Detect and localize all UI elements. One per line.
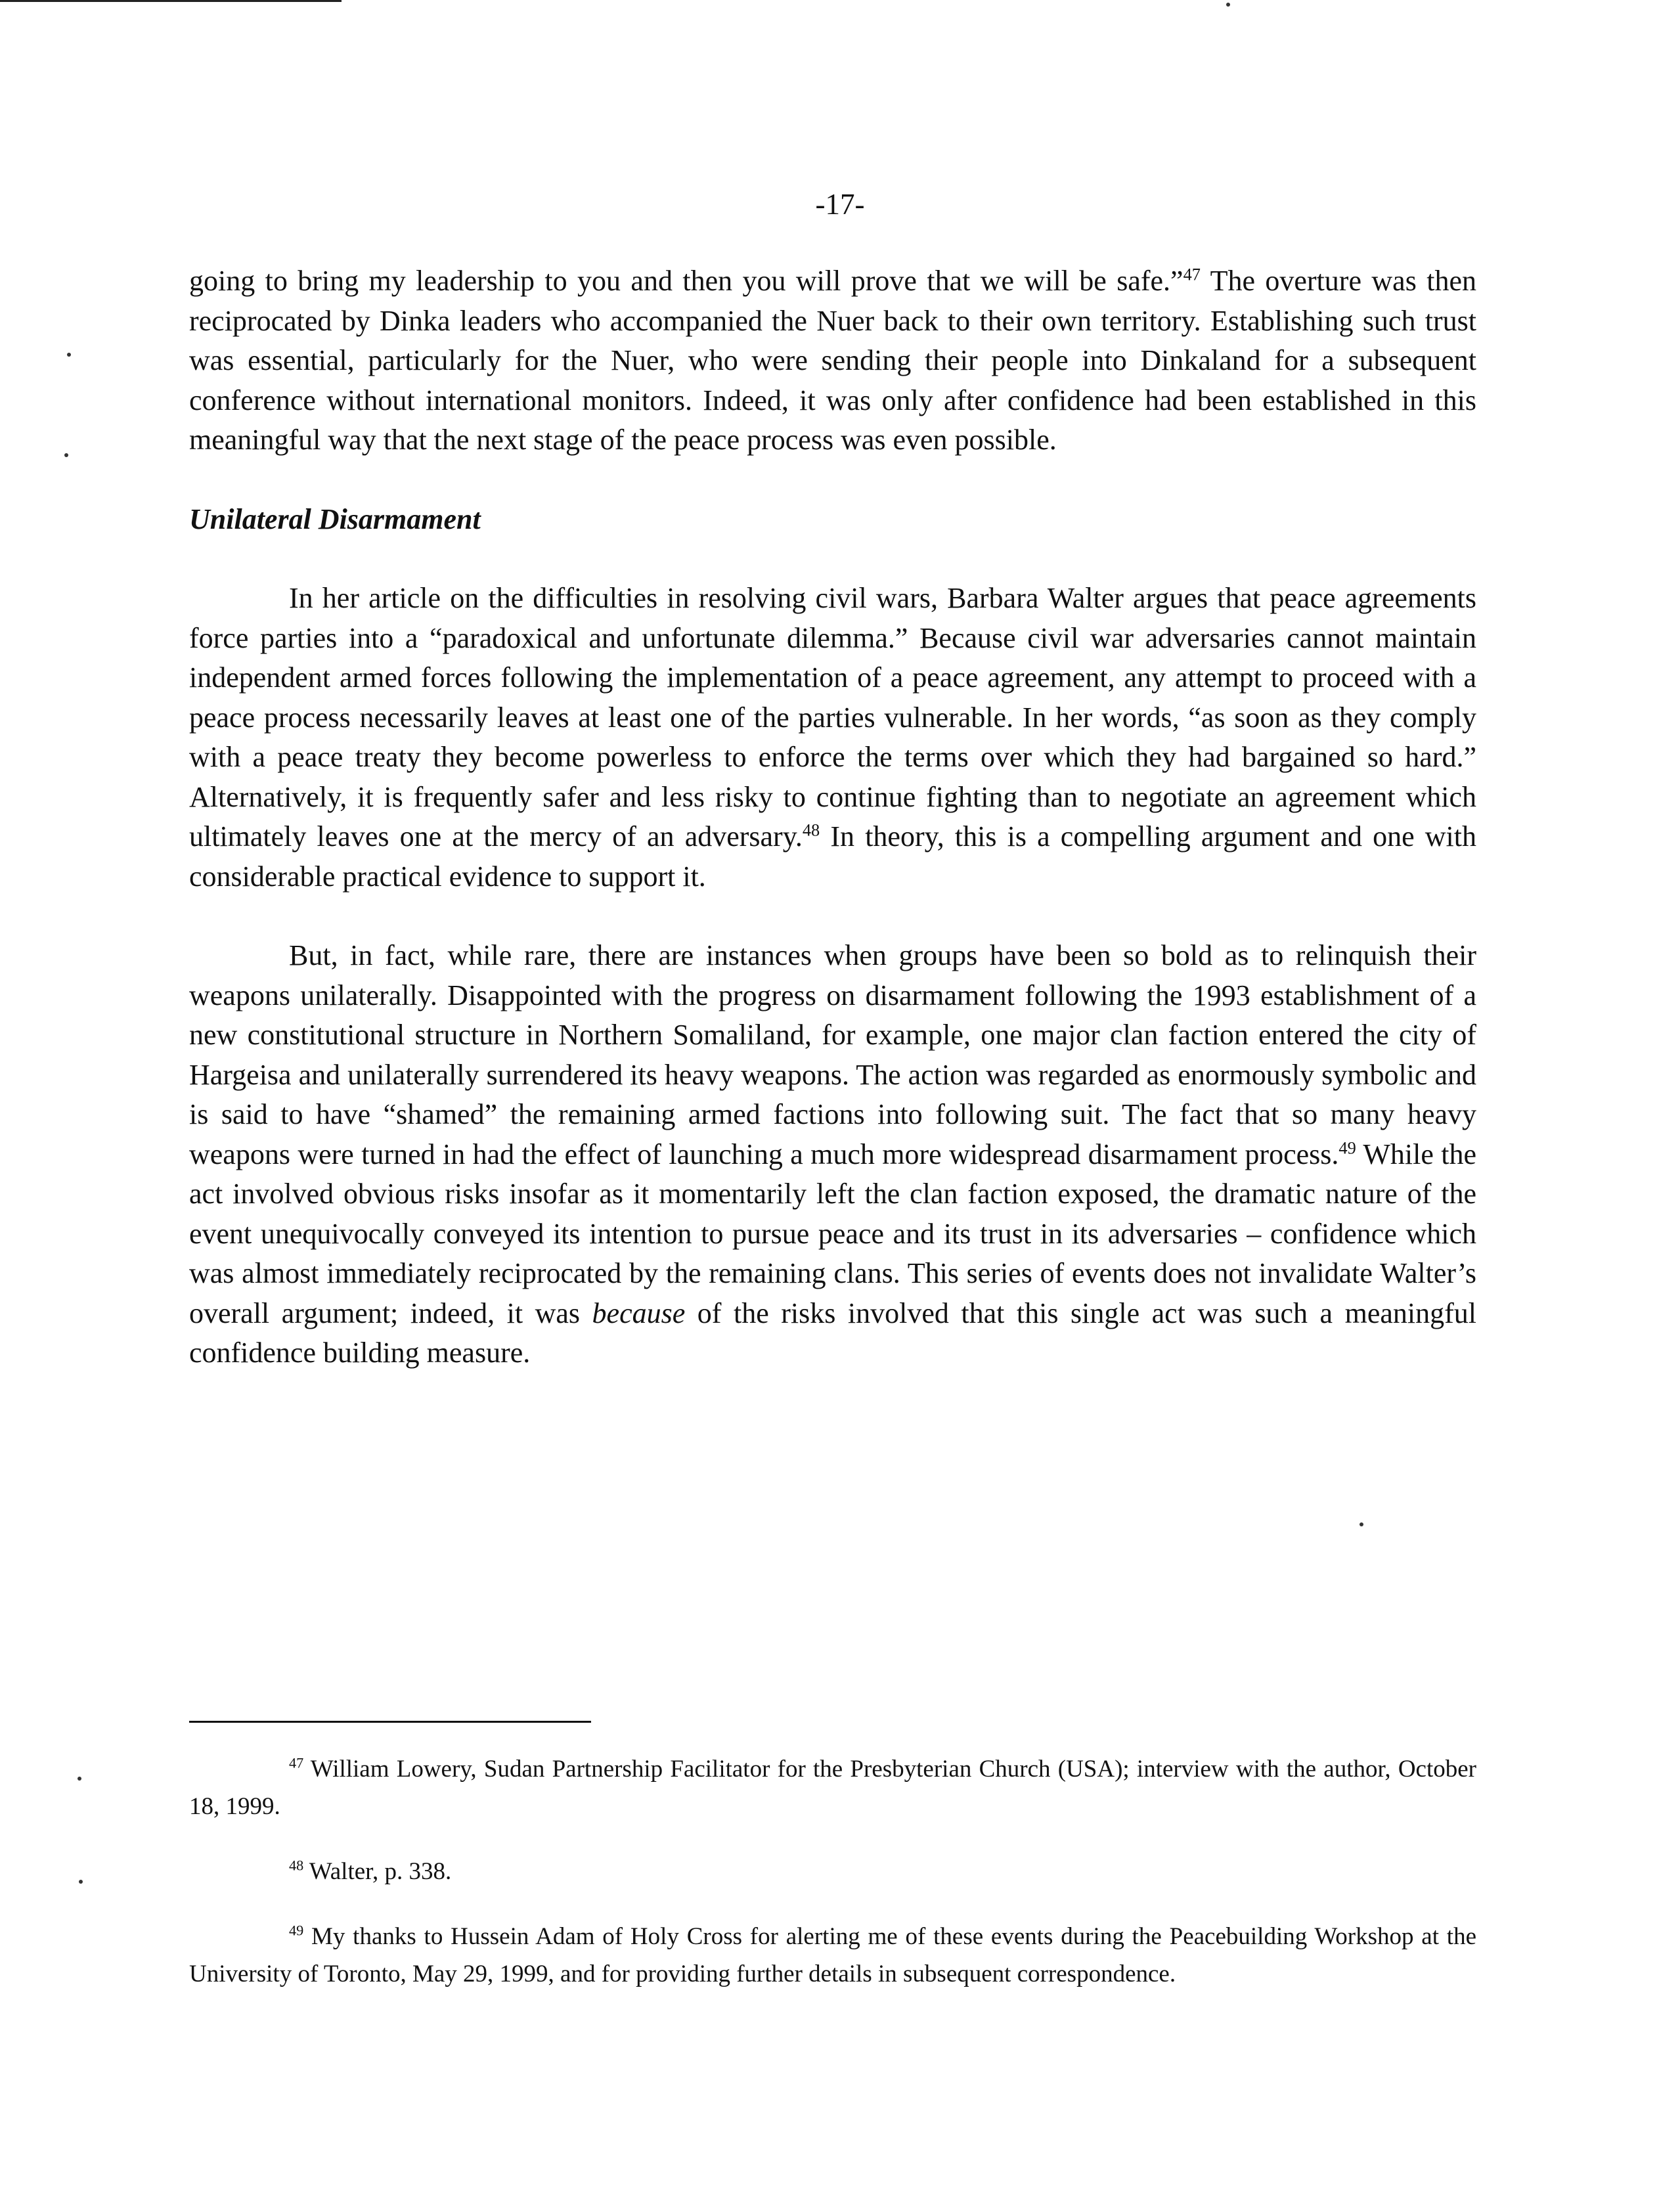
section-heading: Unilateral Disarmament — [189, 502, 481, 535]
scan-speck — [67, 353, 71, 357]
footnote-text: Walter, p. 338. — [309, 1858, 452, 1885]
paragraph-text: The overture was then reciprocated by Dinka leaders who accompanied the Nuer back to their own territory. Establishing such trust was essential, particularly for the Nuer, who were sending their people into Dinkaland for a subsequent conference without international monitors. Indeed, it was only after confidence had been established in this meaningful way that the next stage of the peace process was even possible. — [189, 265, 1476, 456]
paragraph-text: In her article on the difficulties in resolving civil wars, Barbara Walter argues that peace agreements force parties into a “paradoxical and unfortunate dilemma.” Because civil war adversaries cannot maintain independent armed forces following the implementation of a peace agreement, any attempt to proceed with a peace process necessarily leaves at least one of the parties vulnerable. In her words, “as soon as they comply with a peace treaty they become powerless to enforce the terms over which they had bargained so hard.” Alternatively, it is frequently safer and less risky to continue fighting than to negotiate an agreement which ultimately leaves one at the mercy of an adversary. — [189, 582, 1476, 853]
footnote-separator — [189, 1721, 591, 1723]
footnote-ref[interactable]: 48 — [802, 820, 820, 840]
paragraph-text: While the act involved obvious risks insofar as it momentarily left the clan faction exposed, the dramatic nature of the event unequivocally conveyed its intention to pursue peace and its trust in its adversaries – confidence which was almost immediately reciprocated by the remaining clans. This series of events does not invalidate Walter’s overall argument; indeed, it was — [189, 1138, 1476, 1329]
paragraph-text: But, in fact, while rare, there are instances when groups have been so bold as to relinquish their weapons unilaterally. Disappointed with the progress on disarmament following the 1993 establishment of a new constitutional structure in Northern Somaliland, for example, one major clan faction entered the city of Hargeisa and unilaterally surrendered its heavy weapons. The action was regarded as enormously symbolic and is said to have “shamed” the remaining armed factions into following suit. The fact that so many heavy weapons were turned in had the effect of launching a much more widespread disarmament process. — [189, 939, 1476, 1170]
footnote-number: 49 — [289, 1922, 304, 1939]
emphasis-text: because — [592, 1297, 686, 1329]
footnote — [189, 1853, 1476, 1890]
footnotes — [189, 1750, 1476, 1993]
page-number: -17- — [815, 188, 865, 221]
footnote — [189, 1918, 1476, 1993]
body-text — [189, 261, 1476, 1373]
footnote-number: 48 — [289, 1857, 304, 1874]
paragraph-text: going to bring my leadership to you and then you will prove that we will be safe.” — [189, 265, 1183, 297]
scan-speck — [77, 1777, 81, 1781]
footnote-text: My thanks to Hussein Adam of Holy Cross for alerting me of these events during the Peacebuilding Workshop at the University of Toronto, May 29, 1999, and for providing further details in subsequent correspondence. — [189, 1923, 1477, 1987]
paragraph-text: In theory, this is a compelling argument and one with considerable practical evidence to support it. — [189, 820, 1476, 893]
scan-edge-rule — [0, 0, 342, 2]
scan-speck — [1359, 1522, 1363, 1526]
footnote-number: 47 — [289, 1754, 304, 1771]
paragraph — [189, 261, 1476, 460]
paragraph — [189, 936, 1476, 1373]
paragraph-text: of the risks involved that this single act was such a meaningful confidence building measure. — [189, 1297, 1477, 1369]
paragraph — [189, 579, 1476, 897]
footnote — [189, 1750, 1476, 1825]
footnote-ref[interactable]: 49 — [1338, 1137, 1356, 1157]
footnote-text: William Lowery, Sudan Partnership Facilitator for the Presbyterian Church (USA); interview with the author, October 18, 1999. — [189, 1756, 1476, 1820]
scan-speck — [64, 453, 68, 457]
scan-speck — [79, 1880, 83, 1884]
scan-speck — [1226, 3, 1230, 7]
footnote-ref[interactable]: 47 — [1183, 264, 1201, 284]
